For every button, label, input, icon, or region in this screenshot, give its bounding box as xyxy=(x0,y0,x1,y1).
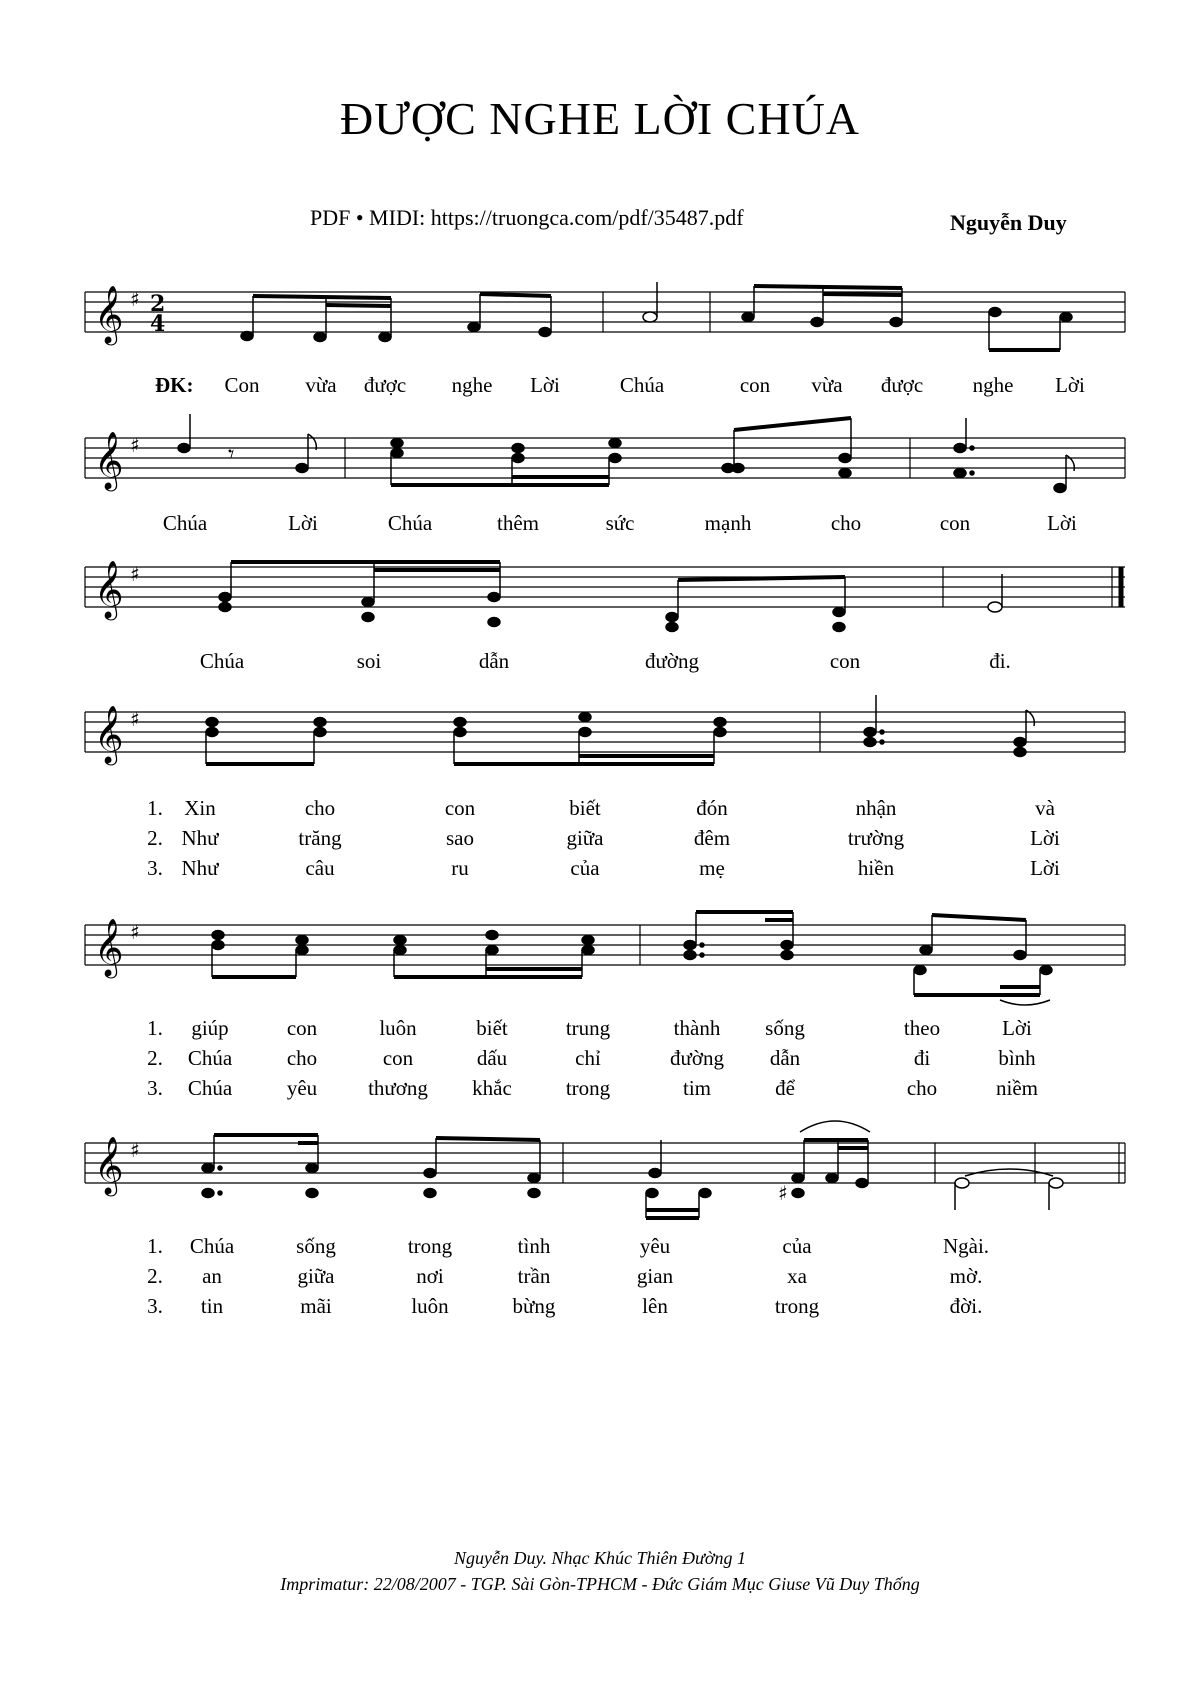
lyric-word: yêu xyxy=(639,1234,671,1258)
staff-system-2 xyxy=(85,414,1125,535)
lyric-word: trần xyxy=(517,1264,551,1288)
lyric-word: thương xyxy=(368,1076,428,1100)
lyric-word: yêu xyxy=(286,1076,318,1100)
lyric-word: 2. xyxy=(147,1046,163,1070)
lyric-word: 2. xyxy=(147,1264,163,1288)
lyric-word: Lời xyxy=(1030,826,1060,850)
lyric-word: trong xyxy=(565,1076,611,1100)
lyric-word: Lời xyxy=(1055,373,1085,397)
lyric-word: soi xyxy=(356,649,382,673)
staff-system-6 xyxy=(85,1121,1125,1318)
sharp-icon: ♯ xyxy=(130,920,140,944)
lyric-word: con xyxy=(739,373,771,397)
lyric-word: câu xyxy=(305,856,335,880)
lyric-word: con xyxy=(829,649,861,673)
lyric-word: trong xyxy=(407,1234,453,1258)
lyric-word: con xyxy=(382,1046,414,1070)
lyric-word: để xyxy=(775,1076,795,1100)
lyric-word: niềm xyxy=(996,1076,1038,1100)
lyric-word: đường xyxy=(670,1046,724,1070)
lyric-word: lên xyxy=(642,1294,668,1318)
lyric-word: trường xyxy=(847,826,905,850)
sharp-icon: ♯ xyxy=(130,562,140,586)
lyric-word: an xyxy=(202,1264,222,1288)
lyric-word: Xin xyxy=(184,796,216,820)
staff-system-4 xyxy=(85,695,1125,880)
lyric-word: Lời xyxy=(530,373,560,397)
lyric-word: Chúa xyxy=(162,511,208,535)
treble-clef-icon: 𝄞 xyxy=(94,431,124,489)
sharp-icon: ♯ xyxy=(130,433,140,457)
rest-icon: 𝄾 xyxy=(228,440,235,468)
lyric-word: hiền xyxy=(857,856,895,880)
lyric-word: giữa xyxy=(566,826,604,850)
lyric-word: biết xyxy=(569,796,601,820)
lyric-word: cho xyxy=(304,796,336,820)
lyric-word: của xyxy=(570,856,600,880)
lyric-word: mạnh xyxy=(704,511,752,535)
refrain-label: ĐK: xyxy=(155,373,194,397)
lyric-word: đi xyxy=(913,1046,931,1070)
lyric-word: trung xyxy=(565,1016,611,1040)
footer-imprimatur: Imprimatur: 22/08/2007 - TGP. Sài Gòn-TPHCM - Đức Giám Mục Giuse Vũ Duy Thống xyxy=(280,1574,920,1594)
lyric-word: tim xyxy=(682,1076,712,1100)
lyric-word: được xyxy=(363,373,407,397)
lyric-word: gian xyxy=(636,1264,674,1288)
lyric-word: vừa xyxy=(305,373,337,397)
lyric-word: nơi xyxy=(416,1264,444,1288)
lyric-word: mẹ xyxy=(699,856,725,880)
lyric-word: tin xyxy=(200,1294,224,1318)
lyric-word: Chúa xyxy=(189,1234,235,1258)
lyric-word: bình xyxy=(998,1046,1036,1070)
lyric-word: dẫn xyxy=(769,1046,801,1070)
lyric-word: con xyxy=(444,796,476,820)
lyric-word: luôn xyxy=(411,1294,449,1318)
staff-system-3 xyxy=(85,560,1125,673)
treble-clef-icon: 𝄞 xyxy=(94,285,124,343)
lyric-word: 1. xyxy=(147,1016,163,1040)
lyric-word: đường xyxy=(645,649,699,673)
lyric-word: được xyxy=(880,373,924,397)
lyric-word: ru xyxy=(451,856,469,880)
lyric-word: Chúa xyxy=(187,1046,233,1070)
staff-system-1 xyxy=(85,282,1125,397)
lyric-word: vừa xyxy=(811,373,843,397)
lyric-word: luôn xyxy=(379,1016,417,1040)
lyric-word: 1. xyxy=(147,1234,163,1258)
lyric-word: sống xyxy=(765,1016,805,1040)
sharp-icon: ♯ xyxy=(130,1138,140,1162)
treble-clef-icon: 𝄞 xyxy=(94,918,124,976)
lyric-word: cho xyxy=(830,511,862,535)
lyric-word: Chúa xyxy=(187,1076,233,1100)
treble-clef-icon: 𝄞 xyxy=(94,1136,124,1194)
treble-clef-icon: 𝄞 xyxy=(94,705,124,763)
lyric-word: cho xyxy=(286,1046,318,1070)
lyric-word: đón xyxy=(696,796,728,820)
lyric-word: mãi xyxy=(300,1294,332,1318)
lyric-word: giữa xyxy=(297,1264,335,1288)
source-link[interactable]: PDF • MIDI: https://truongca.com/pdf/35487.pdf xyxy=(310,205,744,230)
lyric-word: Lời xyxy=(1002,1016,1032,1040)
lyric-word: của xyxy=(782,1234,812,1258)
time-signature-bottom: 4 xyxy=(150,311,166,337)
sharp-icon: ♯ xyxy=(130,287,140,311)
lyric-word: 3. xyxy=(147,856,163,880)
time-signature-top: 2 xyxy=(150,291,166,317)
lyric-word: theo xyxy=(903,1016,941,1040)
lyric-word: tình xyxy=(517,1234,551,1258)
lyric-word: 3. xyxy=(147,1076,163,1100)
lyric-word: thành xyxy=(673,1016,721,1040)
lyric-word: Ngài. xyxy=(942,1234,990,1258)
lyric-word: bừng xyxy=(512,1294,556,1318)
lyric-word: đêm xyxy=(693,826,731,850)
lyric-word: cho xyxy=(906,1076,938,1100)
lyric-word: 2. xyxy=(147,826,163,850)
lyric-word: Lời xyxy=(1047,511,1077,535)
footer-source: Nguyễn Duy. Nhạc Khúc Thiên Đường 1 xyxy=(454,1548,746,1568)
lyric-word: Như xyxy=(181,856,219,880)
lyric-word: Con xyxy=(224,373,260,397)
lyric-word: và xyxy=(1035,796,1055,820)
sharp-icon: ♯ xyxy=(778,1181,788,1205)
lyric-word: trăng xyxy=(298,826,342,850)
lyric-word: biết xyxy=(476,1016,508,1040)
lyric-word: Chúa xyxy=(387,511,433,535)
lyric-word: Chúa xyxy=(619,373,665,397)
lyric-word: nghe xyxy=(451,373,493,397)
lyric-word: 3. xyxy=(147,1294,163,1318)
lyric-word: khắc xyxy=(472,1076,512,1100)
lyric-word: Chúa xyxy=(199,649,245,673)
lyric-word: chỉ xyxy=(575,1046,601,1070)
lyric-word: thêm xyxy=(497,511,539,535)
lyric-word: sức xyxy=(605,511,635,535)
song-title: ĐƯỢC NGHE LỜI CHÚA xyxy=(339,93,861,144)
lyric-word: nghe xyxy=(972,373,1014,397)
lyric-word: giúp xyxy=(191,1016,229,1040)
lyric-word: 1. xyxy=(147,796,163,820)
composer-name: Nguyễn Duy xyxy=(950,210,1067,235)
treble-clef-icon: 𝄞 xyxy=(94,560,124,618)
lyric-word: sống xyxy=(296,1234,336,1258)
lyric-word: con xyxy=(286,1016,318,1040)
lyric-word: sao xyxy=(446,826,474,850)
lyric-word: đời. xyxy=(949,1294,983,1318)
lyric-word: con xyxy=(939,511,971,535)
lyric-word: trong xyxy=(774,1294,820,1318)
staff-system-5 xyxy=(85,912,1125,1100)
lyric-word: nhận xyxy=(855,796,897,820)
lyric-word: mờ. xyxy=(949,1264,983,1288)
sharp-icon: ♯ xyxy=(130,707,140,731)
lyric-word: Như xyxy=(181,826,219,850)
lyric-word: dấu xyxy=(476,1046,508,1070)
lyric-word: dẫn xyxy=(478,649,510,673)
lyric-word: xa xyxy=(787,1264,807,1288)
lyric-word: Lời xyxy=(1030,856,1060,880)
lyric-word: Lời xyxy=(288,511,318,535)
lyric-word: đi. xyxy=(989,649,1011,673)
